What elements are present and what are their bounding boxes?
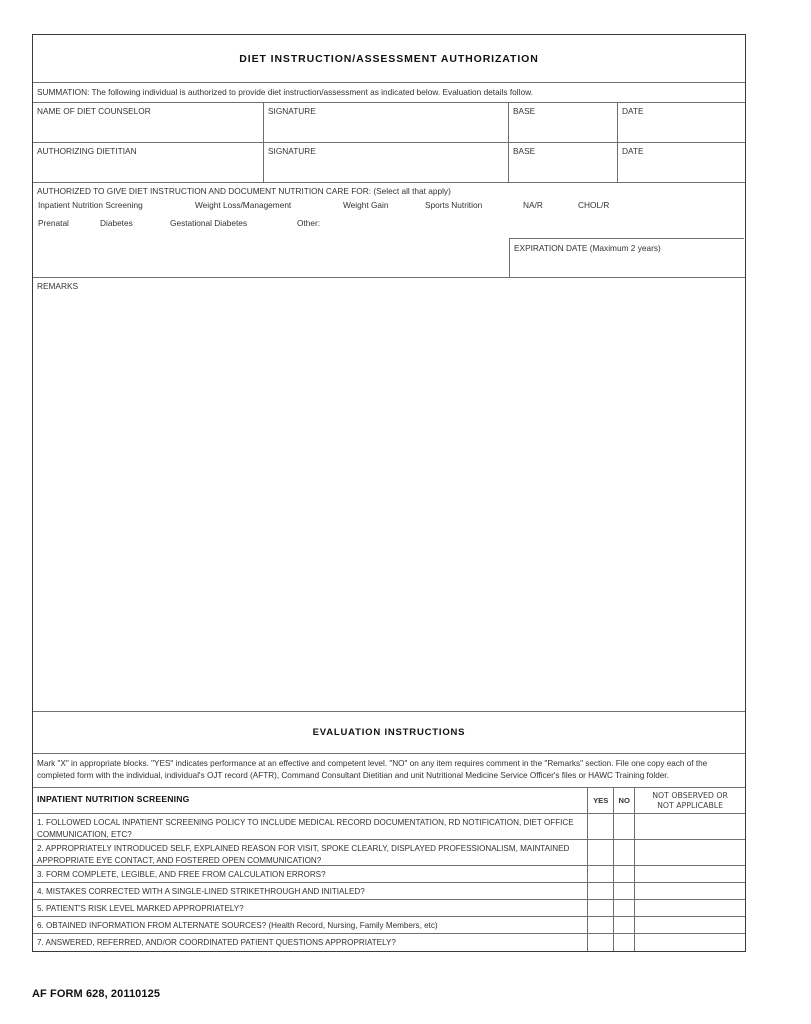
base-label: BASE bbox=[513, 106, 536, 116]
table-row bbox=[33, 866, 745, 883]
checklist-item-text: 6. OBTAINED INFORMATION FROM ALTERNATE SOURCES? (Health Record, Nursing, Family Members, etc) bbox=[33, 917, 588, 933]
option-weight-gain[interactable]: Weight Gain bbox=[343, 200, 389, 210]
signature-label: SIGNATURE bbox=[268, 106, 316, 116]
checkbox-not-observed[interactable] bbox=[635, 814, 745, 839]
table-row bbox=[33, 917, 745, 934]
expiration-strip bbox=[33, 238, 745, 278]
table-row bbox=[33, 900, 745, 917]
diet-counselor-base-field[interactable] bbox=[509, 103, 618, 142]
checkbox-yes[interactable] bbox=[588, 900, 614, 916]
table-row bbox=[33, 934, 745, 951]
checkbox-no[interactable] bbox=[614, 840, 635, 865]
checklist-item-text: 2. APPROPRIATELY INTRODUCED SELF, EXPLAINED REASON FOR VISIT, SPOKE CLEARLY, DISPLAYED PROFESSIONALISM, MAINTAINED APPROPRIATE EYE CONTACT, AND FOSTERED OPEN COMMUNICATION? bbox=[33, 840, 588, 865]
checklist-item-text: 4. MISTAKES CORRECTED WITH A SINGLE-LINED STRIKETHROUGH AND INITIALED? bbox=[33, 883, 588, 899]
remarks-label: REMARKS bbox=[37, 281, 79, 291]
checkbox-not-observed[interactable] bbox=[635, 900, 745, 916]
authorizing-dietitian-label: AUTHORIZING DIETITIAN bbox=[37, 146, 137, 156]
option-diabetes[interactable]: Diabetes bbox=[100, 218, 133, 228]
table-row bbox=[33, 840, 745, 866]
evaluation-instructions-note: Mark "X" in appropriate blocks. "YES" indicates performance at an effective and competent level. "NO" on any item requires comment in the "Remarks" section. File one copy each of the completed form with the individual, individual's OJT record (AFTR), Command Consultant Dietitian and unit Nutritional Medicine Service Officer's files or HAWC Training folder. bbox=[33, 754, 745, 788]
column-header-no: NO bbox=[614, 788, 635, 813]
expiration-date-label: EXPIRATION DATE (Maximum 2 years) bbox=[514, 243, 661, 253]
option-sports-nutrition[interactable]: Sports Nutrition bbox=[425, 200, 483, 210]
expiration-date-field[interactable] bbox=[509, 238, 744, 277]
summation-text: SUMMATION: The following individual is authorized to provide diet instruction/assessment as indicated below. Evaluation details follow. bbox=[33, 83, 745, 103]
authorizing-dietitian-signature-field[interactable] bbox=[264, 143, 509, 182]
checkbox-no[interactable] bbox=[614, 934, 635, 951]
option-prenatal[interactable]: Prenatal bbox=[38, 218, 69, 228]
checklist-item-text: 3. FORM COMPLETE, LEGIBLE, AND FREE FROM CALCULATION ERRORS? bbox=[33, 866, 588, 882]
diet-counselor-date-field[interactable] bbox=[618, 103, 744, 142]
checkbox-not-observed[interactable] bbox=[635, 883, 745, 899]
checkbox-no[interactable] bbox=[614, 900, 635, 916]
date-label: DATE bbox=[622, 106, 644, 116]
column-header-yes: YES bbox=[588, 788, 614, 813]
option-gestational-diabetes[interactable]: Gestational Diabetes bbox=[170, 218, 248, 228]
signature-label: SIGNATURE bbox=[268, 146, 316, 156]
option-chol-r[interactable]: CHOL/R bbox=[578, 200, 610, 210]
diet-counselor-row bbox=[33, 103, 745, 143]
name-of-diet-counselor-field[interactable] bbox=[33, 103, 264, 142]
name-of-diet-counselor-label: NAME OF DIET COUNSELOR bbox=[37, 106, 151, 116]
date-label: DATE bbox=[622, 146, 644, 156]
column-header-not-observed-line1: NOT OBSERVED OR bbox=[652, 791, 728, 801]
authorizing-dietitian-field[interactable] bbox=[33, 143, 264, 182]
option-other[interactable]: Other: bbox=[297, 218, 321, 228]
base-label: BASE bbox=[513, 146, 536, 156]
authorizing-dietitian-date-field[interactable] bbox=[618, 143, 744, 182]
checkbox-yes[interactable] bbox=[588, 814, 614, 839]
checklist-item-text: 7. ANSWERED, REFERRED, AND/OR COORDINATED PATIENT QUESTIONS APPROPRIATELY? bbox=[33, 934, 588, 951]
expiration-spacer bbox=[33, 238, 509, 277]
table-row bbox=[33, 883, 745, 900]
diet-counselor-signature-field[interactable] bbox=[264, 103, 509, 142]
column-header-not-observed bbox=[635, 788, 745, 813]
checkbox-yes[interactable] bbox=[588, 840, 614, 865]
remarks-field[interactable] bbox=[33, 278, 745, 712]
af-form-628 bbox=[32, 34, 746, 952]
checkbox-yes[interactable] bbox=[588, 866, 614, 882]
authorization-options bbox=[33, 200, 745, 238]
column-header-not-observed-line2: NOT APPLICABLE bbox=[657, 801, 724, 811]
checkbox-yes[interactable] bbox=[588, 917, 614, 933]
authorization-heading: AUTHORIZED TO GIVE DIET INSTRUCTION AND DOCUMENT NUTRITION CARE FOR: (Select all that apply) bbox=[37, 186, 451, 196]
authorizing-dietitian-base-field[interactable] bbox=[509, 143, 618, 182]
checkbox-yes[interactable] bbox=[588, 883, 614, 899]
table-row bbox=[33, 814, 745, 840]
checkbox-not-observed[interactable] bbox=[635, 866, 745, 882]
option-na-r[interactable]: NA/R bbox=[523, 200, 543, 210]
checklist-section-title: INPATIENT NUTRITION SCREENING bbox=[33, 788, 588, 813]
checklist-item-text: 5. PATIENT'S RISK LEVEL MARKED APPROPRIATELY? bbox=[33, 900, 588, 916]
evaluation-instructions-banner bbox=[33, 712, 745, 754]
checklist-item-text: 1. FOLLOWED LOCAL INPATIENT SCREENING POLICY TO INCLUDE MEDICAL RECORD DOCUMENTATION, RD NOTIFICATION, DIET OFFICE COMMUNICATION, ETC? bbox=[33, 814, 588, 839]
checkbox-no[interactable] bbox=[614, 814, 635, 839]
checkbox-yes[interactable] bbox=[588, 934, 614, 951]
form-footer: AF FORM 628, 20110125 bbox=[32, 988, 161, 1000]
option-weight-loss-management[interactable]: Weight Loss/Management bbox=[195, 200, 292, 210]
page-title: DIET INSTRUCTION/ASSESSMENT AUTHORIZATION bbox=[239, 52, 539, 65]
evaluation-instructions-title: EVALUATION INSTRUCTIONS bbox=[312, 727, 466, 738]
checkbox-not-observed[interactable] bbox=[635, 917, 745, 933]
authorizing-dietitian-row bbox=[33, 143, 745, 183]
checklist-header-row bbox=[33, 788, 745, 814]
checkbox-not-observed[interactable] bbox=[635, 840, 745, 865]
checkbox-no[interactable] bbox=[614, 917, 635, 933]
checkbox-no[interactable] bbox=[614, 883, 635, 899]
checkbox-no[interactable] bbox=[614, 866, 635, 882]
checkbox-not-observed[interactable] bbox=[635, 934, 745, 951]
option-inpatient-nutrition-screening[interactable]: Inpatient Nutrition Screening bbox=[38, 200, 143, 210]
form-title-banner bbox=[33, 35, 745, 83]
